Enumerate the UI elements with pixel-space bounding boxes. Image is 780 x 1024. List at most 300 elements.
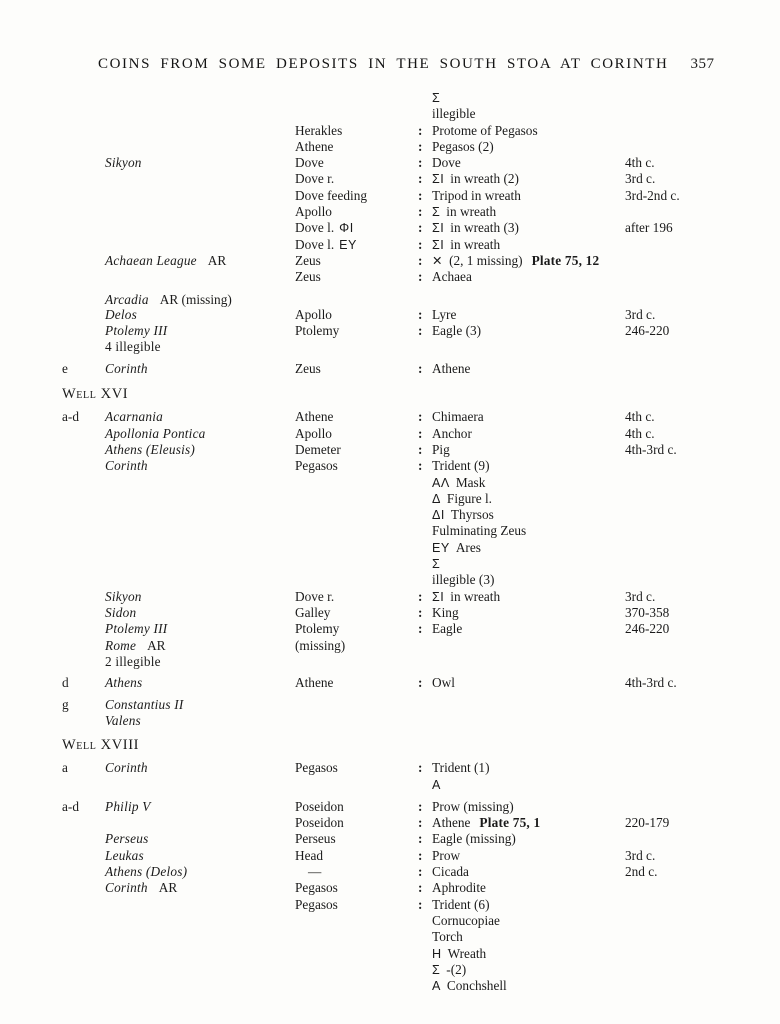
colon-separator: : <box>418 760 423 776</box>
date-value: 2nd c. <box>625 864 658 880</box>
deposit-letter <box>62 442 105 458</box>
table-row <box>62 815 764 831</box>
mint-name <box>105 475 295 491</box>
mint-name <box>105 589 295 605</box>
reverse-greek-letters: ΣΙ <box>432 221 445 236</box>
colon-separator <box>415 713 432 728</box>
mint-name <box>105 605 295 621</box>
obverse-text: Ptolemy <box>295 621 340 637</box>
obverse-greek-letters: ΦΙ <box>339 221 354 236</box>
mint-name-text: Delos <box>105 306 138 322</box>
reverse-text: Lyre <box>432 306 457 322</box>
obverse-text: Perseus <box>295 831 336 847</box>
obverse-text: Dove l. <box>295 220 335 236</box>
date-value <box>625 139 764 155</box>
colon-separator <box>415 556 432 572</box>
mint-name <box>105 675 295 691</box>
mint-name <box>105 507 295 523</box>
obverse-type <box>295 799 415 815</box>
reverse-type <box>432 880 625 896</box>
deposit-letter <box>62 269 105 285</box>
table-row <box>62 572 764 588</box>
table-row <box>62 589 764 605</box>
obverse-greek-letters: ΕΥ <box>339 237 357 252</box>
reverse-type <box>432 864 625 880</box>
deposit-letter <box>62 848 105 864</box>
obverse-text: Athene <box>295 138 334 154</box>
obverse-text: Herakles <box>295 122 343 138</box>
date-value <box>625 90 764 106</box>
colon-separator <box>415 777 432 793</box>
mint-name <box>105 292 295 307</box>
mint-name <box>105 799 295 815</box>
reverse-text: Owl <box>432 675 455 691</box>
mint-name-text: Arcadia <box>105 291 149 307</box>
obverse-text: Poseidon <box>295 798 344 814</box>
obverse-type <box>295 269 415 285</box>
page-sheet <box>62 56 764 994</box>
colon-separator: : <box>418 425 423 441</box>
date-value: 3rd-2nd c. <box>625 187 680 203</box>
obverse-type <box>295 556 415 572</box>
reverse-greek-letters: ΑΛ <box>432 475 450 490</box>
date-value: 370-358 <box>625 604 670 620</box>
date-value <box>625 475 764 491</box>
date-value <box>625 204 764 220</box>
mint-name-text: Corinth <box>105 360 148 376</box>
obverse-type <box>295 675 415 691</box>
mint-name <box>105 253 295 269</box>
reverse-type <box>432 204 625 220</box>
deposit-letter <box>62 864 105 880</box>
reverse-text: illegible (3) <box>432 572 495 588</box>
reverse-type <box>432 697 625 712</box>
table-row <box>62 880 764 896</box>
mint-note: AR (missing) <box>159 291 232 307</box>
obverse-text: Poseidon <box>295 815 344 831</box>
obverse-text: Zeus <box>295 269 321 285</box>
obverse-text: Athene <box>295 409 334 425</box>
date-value <box>625 237 764 253</box>
deposit-letter <box>62 946 105 962</box>
obverse-type <box>295 605 415 621</box>
date-value <box>625 880 764 896</box>
colon-separator <box>415 978 432 994</box>
deposit-letter <box>62 155 105 171</box>
well-section-heading <box>62 737 764 753</box>
table-row <box>62 962 764 978</box>
obverse-type <box>295 897 415 913</box>
mint-name <box>105 848 295 864</box>
table-row <box>62 760 764 776</box>
mint-name <box>105 929 295 945</box>
deposit-letter <box>62 188 105 204</box>
reverse-text: Cornucopiae <box>432 912 500 928</box>
mint-name <box>105 523 295 539</box>
obverse-type <box>295 697 415 712</box>
colon-separator <box>415 540 432 556</box>
colon-separator <box>415 572 432 588</box>
date-value <box>625 799 764 815</box>
deposit-letter <box>62 880 105 896</box>
reverse-type <box>432 220 625 236</box>
table-row <box>62 913 764 929</box>
mint-name-text: Sikyon <box>105 155 142 171</box>
date-value <box>625 929 764 945</box>
mint-name <box>105 491 295 507</box>
mint-name-text: Perseus <box>105 831 149 847</box>
reverse-greek-letters: ΣΙ <box>432 589 445 604</box>
colon-separator <box>415 339 432 354</box>
colon-separator <box>415 929 432 945</box>
obverse-type <box>295 962 415 978</box>
deposit-letter <box>62 339 105 354</box>
mint-name <box>105 123 295 139</box>
reverse-type <box>432 253 625 269</box>
date-value <box>625 913 764 929</box>
table-row <box>62 697 764 712</box>
mint-name <box>105 880 295 896</box>
mint-name <box>105 106 295 122</box>
mint-name <box>105 442 295 458</box>
mint-name <box>105 171 295 187</box>
table-row <box>62 323 764 339</box>
reverse-text: Wreath <box>447 945 487 961</box>
obverse-type <box>295 171 415 187</box>
table-row <box>62 831 764 847</box>
table-row <box>62 253 764 269</box>
reverse-type <box>432 507 625 523</box>
deposit-letter <box>62 605 105 621</box>
obverse-type <box>295 426 415 442</box>
table-row <box>62 204 764 220</box>
reverse-greek-letters: Σ <box>432 91 441 105</box>
deposit-letter <box>62 237 105 253</box>
deposit-letter <box>62 106 105 122</box>
reverse-type <box>432 589 625 605</box>
colon-separator <box>415 523 432 539</box>
obverse-type <box>295 848 415 864</box>
table-row <box>62 654 764 669</box>
reverse-type <box>432 777 625 793</box>
deposit-letter <box>62 654 105 669</box>
colon-separator: : <box>418 831 423 847</box>
reverse-type <box>432 760 625 776</box>
deposit-letter: a <box>62 760 68 776</box>
date-value <box>625 556 764 572</box>
obverse-text: Dove r. <box>295 171 335 187</box>
obverse-type <box>295 523 415 539</box>
deposit-letter <box>62 831 105 847</box>
mint-name-text: Ptolemy III <box>105 323 168 339</box>
obverse-type <box>295 946 415 962</box>
table-row <box>62 442 764 458</box>
mint-name <box>105 946 295 962</box>
table-row <box>62 638 764 654</box>
table-row <box>62 339 764 354</box>
reverse-type <box>432 962 625 978</box>
obverse-type <box>295 123 415 139</box>
date-value <box>625 491 764 507</box>
mint-name <box>105 139 295 155</box>
reverse-greek-letters: Σ <box>432 205 441 220</box>
mint-note: AR <box>147 637 166 653</box>
mint-name-text: Apollonia Pontica <box>105 425 206 441</box>
mint-name-text: Valens <box>105 712 141 728</box>
mint-name-text: 4 illegible <box>105 339 161 355</box>
reverse-type <box>432 123 625 139</box>
mint-name <box>105 204 295 220</box>
colon-separator <box>415 697 432 712</box>
reverse-text: Fulminating Zeus <box>432 523 527 539</box>
reverse-type <box>432 171 625 187</box>
reverse-greek-letters: Σ <box>432 557 441 572</box>
obverse-text: Pegasos <box>295 458 338 474</box>
obverse-type <box>295 491 415 507</box>
obverse-type <box>295 442 415 458</box>
reverse-type <box>432 307 625 323</box>
colon-separator: : <box>418 122 423 138</box>
date-value: 3rd c. <box>625 847 656 863</box>
table-row <box>62 523 764 539</box>
reverse-type <box>432 188 625 204</box>
mint-name <box>105 556 295 572</box>
reverse-type <box>432 292 625 307</box>
running-head <box>62 56 764 73</box>
colon-separator: : <box>418 360 423 376</box>
reverse-type <box>432 713 625 728</box>
reverse-text: Eagle (missing) <box>432 831 516 847</box>
reverse-type <box>432 913 625 929</box>
date-value <box>625 962 764 978</box>
date-value <box>625 106 764 122</box>
obverse-type <box>295 880 415 896</box>
page-title: COINS FROM SOME DEPOSITS IN THE SOUTH STOA AT CORINTH <box>98 56 669 72</box>
reverse-text: Protome of Pegasos <box>432 122 538 138</box>
colon-separator <box>415 292 432 307</box>
colon-separator: : <box>418 171 423 187</box>
table-row <box>62 292 764 307</box>
mint-name-text: Philip V <box>105 798 151 814</box>
colon-separator <box>415 491 432 507</box>
date-value: 3rd c. <box>625 306 656 322</box>
table-row <box>62 106 764 122</box>
reverse-type <box>432 929 625 945</box>
obverse-text: Apollo <box>295 204 332 220</box>
obverse-type <box>295 864 415 880</box>
reverse-greek-letters: ΣΙ <box>432 172 445 187</box>
deposit-letter: d <box>62 675 69 691</box>
deposit-letter: a-d <box>62 409 79 425</box>
deposit-letter <box>62 523 105 539</box>
deposit-letter <box>62 929 105 945</box>
colon-separator <box>415 638 432 654</box>
table-row <box>62 90 764 106</box>
obverse-text: — <box>308 864 322 880</box>
table-row <box>62 540 764 556</box>
obverse-text: Demeter <box>295 441 341 457</box>
mint-name-text: Achaean League <box>105 252 197 268</box>
deposit-letter <box>62 777 105 793</box>
deposit-letter <box>62 962 105 978</box>
colon-separator: : <box>418 269 423 285</box>
obverse-type <box>295 237 415 253</box>
obverse-type <box>295 815 415 831</box>
obverse-text: Pegasos <box>295 896 338 912</box>
obverse-type <box>295 339 415 354</box>
deposit-letter <box>62 123 105 139</box>
table-row <box>62 556 764 572</box>
deposit-letter <box>62 139 105 155</box>
table-row <box>62 777 764 793</box>
colon-separator: : <box>418 604 423 620</box>
table-row <box>62 713 764 728</box>
mint-name <box>105 864 295 880</box>
table-row <box>62 897 764 913</box>
reverse-type <box>432 90 625 106</box>
reverse-text: -(2) <box>446 961 467 977</box>
mint-name <box>105 815 295 831</box>
reverse-text: in wreath <box>446 204 497 220</box>
reverse-type <box>432 458 625 474</box>
reverse-text: Eagle (3) <box>432 323 482 339</box>
obverse-type <box>295 654 415 669</box>
obverse-type <box>295 475 415 491</box>
reverse-type <box>432 897 625 913</box>
table-row <box>62 409 764 425</box>
mint-note: AR <box>207 252 227 268</box>
mint-name <box>105 188 295 204</box>
colon-separator: : <box>418 675 423 691</box>
obverse-text: Dove l. <box>295 236 335 252</box>
mint-name-text: Corinth <box>105 880 148 896</box>
obverse-text: Zeus <box>295 252 321 268</box>
colon-separator: : <box>418 847 423 863</box>
deposit-letter: e <box>62 360 68 376</box>
table-row <box>62 458 764 474</box>
obverse-type <box>295 155 415 171</box>
date-value: 4th c. <box>625 425 655 441</box>
mint-name <box>105 361 295 377</box>
reverse-type <box>432 621 625 637</box>
reverse-text: illegible <box>432 106 476 122</box>
deposit-letter <box>62 638 105 654</box>
obverse-type <box>295 713 415 728</box>
mint-name-text: Corinth <box>105 458 148 474</box>
obverse-type <box>295 188 415 204</box>
obverse-type <box>295 323 415 339</box>
colon-separator <box>415 90 432 106</box>
reverse-type <box>432 556 625 572</box>
deposit-letter <box>62 292 105 307</box>
obverse-type <box>295 572 415 588</box>
mint-name-text: Constantius II <box>105 697 184 713</box>
reverse-text: Trident (1) <box>432 760 490 776</box>
reverse-greek-letters: Σ <box>432 962 441 977</box>
table-row <box>62 155 764 171</box>
date-value: 220-179 <box>625 815 670 831</box>
date-value <box>625 458 764 474</box>
mint-name-text: Sidon <box>105 604 137 620</box>
reverse-type <box>432 106 625 122</box>
date-value: 4th c. <box>625 409 655 425</box>
obverse-type <box>295 292 415 307</box>
well-section-label: Well XVI <box>62 386 129 403</box>
mint-name-text: Acarnania <box>105 409 163 425</box>
reverse-type <box>432 361 625 377</box>
plate-reference: Plate 75, 12 <box>531 252 600 268</box>
reverse-text: Athene <box>432 360 471 376</box>
colon-separator <box>415 946 432 962</box>
reverse-type <box>432 269 625 285</box>
mint-name-text: 2 illegible <box>105 653 161 669</box>
obverse-type <box>295 409 415 425</box>
reverse-type <box>432 339 625 354</box>
obverse-type <box>295 777 415 793</box>
obverse-type <box>295 831 415 847</box>
mint-name-text: Ptolemy III <box>105 621 168 637</box>
obverse-text: Apollo <box>295 306 332 322</box>
obverse-type <box>295 458 415 474</box>
date-value <box>625 760 764 776</box>
date-value: 3rd c. <box>625 171 656 187</box>
obverse-type <box>295 978 415 994</box>
colon-separator: : <box>418 220 423 236</box>
mint-name-text: Leukas <box>105 847 144 863</box>
date-value <box>625 269 764 285</box>
obverse-text: Pegasos <box>295 760 338 776</box>
table-row <box>62 491 764 507</box>
reverse-type <box>432 572 625 588</box>
mint-name <box>105 458 295 474</box>
reverse-type <box>432 638 625 654</box>
reverse-text: in wreath <box>450 236 501 252</box>
colon-separator: : <box>418 187 423 203</box>
reverse-text: Mask <box>455 474 486 490</box>
mint-name <box>105 621 295 637</box>
table-row <box>62 799 764 815</box>
reverse-type <box>432 799 625 815</box>
obverse-type <box>295 139 415 155</box>
reverse-text: Aphrodite <box>432 880 486 896</box>
obverse-type <box>295 106 415 122</box>
mint-name-text: Sikyon <box>105 588 142 604</box>
reverse-type <box>432 946 625 962</box>
reverse-greek-letters: Δ <box>432 491 441 506</box>
table-row <box>62 361 764 377</box>
reverse-type <box>432 831 625 847</box>
table-row <box>62 507 764 523</box>
mint-name <box>105 831 295 847</box>
deposit-letter <box>62 556 105 572</box>
reverse-greek-letters: Α <box>432 979 441 994</box>
deposit-letter <box>62 171 105 187</box>
date-value: 4th c. <box>625 155 655 171</box>
table-row <box>62 929 764 945</box>
mint-name <box>105 540 295 556</box>
mint-name <box>105 777 295 793</box>
table-row <box>62 139 764 155</box>
date-value: after 196 <box>625 220 673 236</box>
reverse-type <box>432 978 625 994</box>
mint-name <box>105 897 295 913</box>
date-value <box>625 897 764 913</box>
plate-reference: Plate 75, 1 <box>479 815 541 831</box>
reverse-text: Conchshell <box>446 978 507 994</box>
colon-separator: : <box>418 621 423 637</box>
date-value <box>625 339 764 354</box>
reverse-type <box>432 540 625 556</box>
